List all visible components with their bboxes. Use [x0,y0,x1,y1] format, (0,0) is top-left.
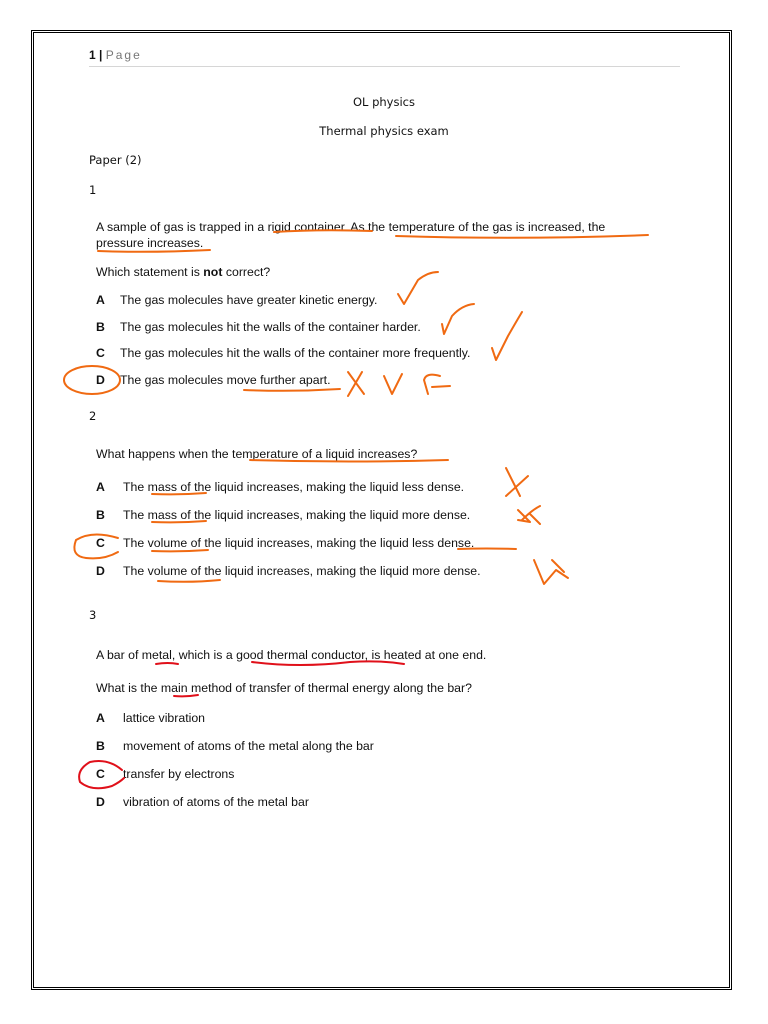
option-label: B [96,320,105,334]
answer-option [96,536,474,550]
option-text: The gas molecules hit the walls of the container more frequently. [120,346,471,360]
option-text: The volume of the liquid increases, making the liquid more dense. [123,564,481,578]
option-label: C [96,767,105,781]
option-text: transfer by electrons [123,767,235,781]
option-label: B [96,508,105,522]
option-label: A [96,293,105,307]
page-header [89,48,680,67]
answer-option [96,346,470,360]
exam-title: OL physics [352,95,415,109]
option-label: A [96,711,105,725]
question-number: 1 [89,183,97,197]
option-text: The volume of the liquid increases, making the liquid less dense. [123,536,475,550]
answer-option [96,293,377,307]
option-label: B [96,739,105,753]
option-text: movement of atoms of the metal along the bar [123,739,374,753]
answer-option [96,480,464,494]
question-number: 3 [89,608,97,622]
option-label: A [96,480,105,494]
option-text: The gas molecules have greater kinetic energy. [120,293,378,307]
answer-option [96,767,234,781]
page-word: Page [105,48,142,62]
answer-option [96,795,309,809]
option-label: D [96,373,105,387]
question-stem: A sample of gas is trapped in a rigid container. As the temperature of the gas is increased, the [96,220,606,234]
option-text: The gas molecules move further apart. [120,373,331,387]
page-number: 1 [89,48,96,62]
option-text: lattice vibration [123,711,206,725]
page-separator: | [99,48,103,62]
option-label: C [96,536,105,550]
exam-subtitle: Thermal physics exam [319,124,449,138]
option-label: D [96,795,105,809]
answer-option [96,508,470,522]
question-stem: A bar of metal, which is a good thermal conductor, is heated at one end. [96,648,487,662]
answer-option [96,320,421,334]
question-stem-continued: pressure increases. [96,236,204,250]
answer-option [96,564,481,578]
answer-option [96,711,205,725]
option-text: The mass of the liquid increases, making the liquid less dense. [123,480,465,494]
question-number: 2 [89,409,97,423]
option-text: vibration of atoms of the metal bar [123,795,309,809]
option-label: C [96,346,105,360]
answer-option [96,739,374,753]
option-text: The gas molecules hit the walls of the container harder. [120,320,421,334]
option-label: D [96,564,105,578]
answer-option [96,373,331,387]
option-text: The mass of the liquid increases, making the liquid more dense. [123,508,471,522]
question-prompt: Which statement is not correct? [96,265,271,279]
question-stem: What happens when the temperature of a liquid increases? [96,447,418,461]
question-prompt: What is the main method of transfer of thermal energy along the bar? [96,681,472,695]
paper-label: Paper (2) [89,153,142,167]
